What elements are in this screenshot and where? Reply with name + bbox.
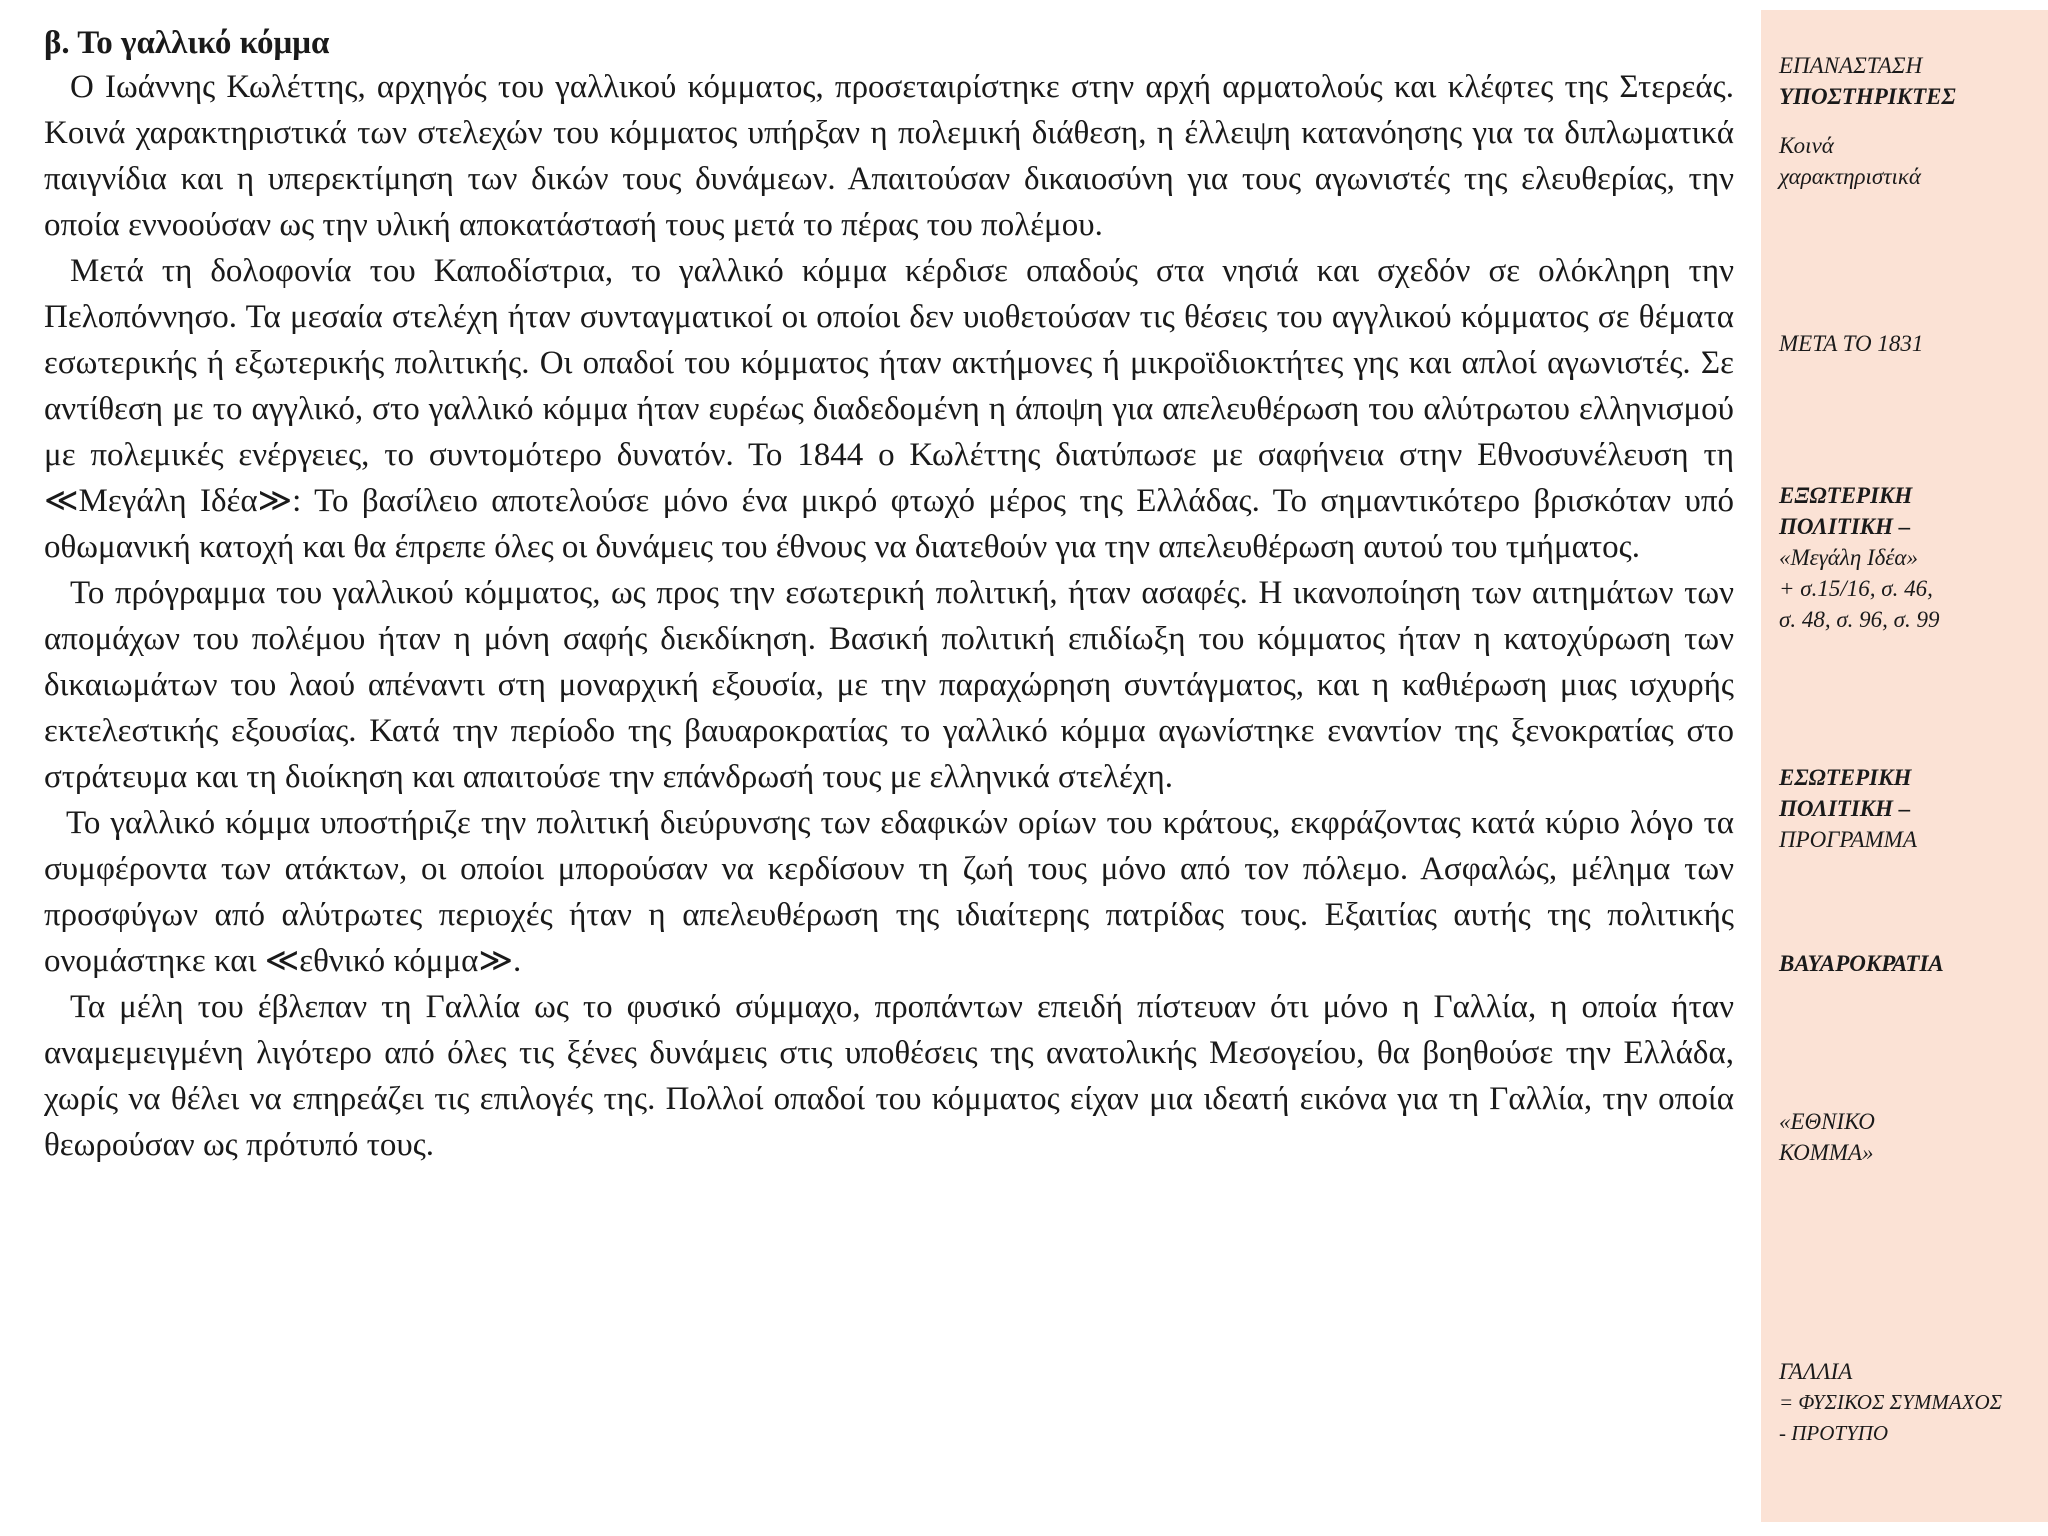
- main-text-column: [44, 22, 1734, 1168]
- margin-note-after-1831: ΜΕΤΑ ΤΟ 1831: [1779, 331, 1924, 356]
- margin-note-supporters: ΕΠΑΝΑΣΤΑΣΗ ΥΠΟΣΤΗΡΙΚΤΕΣ Κοινά χαρακτηριστικά: [1779, 53, 1956, 189]
- margin-notes-sidebar: [1761, 10, 2048, 1522]
- margin-note-bavarian-rule: ΒΑΥΑΡΟΚΡΑΤΙΑ: [1779, 951, 1944, 976]
- paragraph-national-party: Το γαλλικό κόμμα υποστήριζε την πολιτική διεύρυνσης των εδαφικών ορίων του κράτους, εκφράζοντας κατά κύριο λόγο τα συμφέροντα των ατάκτων, οι οποίοι μπορούσαν να κερδίσουν τη ζωή τους μόνο από τον πόλεμο. Ασφαλώς, μέλημα των προσφύγων από αλύτρωτες περιοχές ήταν η απελευθέρωση της ιδιαίτερης πατρίδας τους. Εξαιτίας αυτής της πολιτικής ονομάστηκε και ≪εθνικό κόμμα≫.: [44, 805, 1734, 979]
- section-heading: β. Το γαλλικό κόμμα: [44, 25, 330, 61]
- paragraph-france-ally: Τα μέλη του έβλεπαν τη Γαλλία ως το φυσικό σύμμαχο, προπάντων επειδή πίστευαν ότι μόνο η Γαλλία, η οποία ήταν αναμεμειγμένη λιγότερο από όλες τις ξένες δυνάμεις στις υποθέσεις της ανατολικής Μεσογείου, θα βοηθούσε την Ελλάδα, χωρίς να θέλει να επηρεάζει τις επιλογές της. Πολλοί οπαδοί του κόμματος είχαν μια ιδεατή εικόνα για τη Γαλλία, την οποία θεωρούσαν ως πρότυπό τους.: [44, 989, 1734, 1163]
- paragraph-after-kapodistrias: Μετά τη δολοφονία του Καποδίστρια, το γαλλικό κόμμα κέρδισε οπαδούς στα νησιά και σχεδόν σε ολόκληρη την Πελοπόννησο. Τα μεσαία στελέχη ήταν συνταγματικοί οι οποίοι δεν υιοθετούσαν τις θέσεις του αγγλικού κόμματος σε θέματα εσωτερικής ή εξωτερικής πολιτικής. Οι οπαδοί του κόμματος ήταν ακτήμονες ή μικροϊδιοκτήτες γης και απλοί αγωνιστές. Σε αντίθεση με το αγγλικό, στο γαλλικό κόμμα ήταν ευρέως διαδεδομένη η άποψη για απελευθέρωση του αλύτρωτου ελληνισμού με πολεμικές ενέργειες, το συντομότερο δυνατόν. Το 1844 ο Κωλέττης διατύπωσε με σαφήνεια στην Εθνοσυνέλευση τη ≪Μεγάλη Ιδέα≫: Το βασίλειο αποτελούσε μόνο ένα μικρό φτωχό μέρος της Ελλάδας. Το σημαντικότερο βρισκόταν υπό οθωμανική κατοχή και θα έπρεπε όλες οι δυνάμεις του έθνους να διατεθούν για την απελευθέρωση αυτού του τμήματος.: [44, 253, 1734, 565]
- margin-note-internal-policy: ΕΣΩΤΕΡΙΚΗ ΠΟΛΙΤΙΚΗ – ΠΡΟΓΡΑΜΜΑ: [1779, 765, 1917, 852]
- margin-note-national-party: «ΕΘΝΙΚΟ ΚΟΜΜΑ»: [1779, 1109, 1875, 1165]
- margin-note-foreign-policy: ΕΞΩΤΕΡΙΚΗ ΠΟΛΙΤΙΚΗ – «Μεγάλη Ιδέα» + σ.15/16, σ. 46, σ. 48, σ. 96, σ. 99: [1779, 483, 1940, 632]
- paragraph-kolettis-leader: Ο Ιωάννης Κωλέττης, αρχηγός του γαλλικού κόμματος, προσεταιρίστηκε στην αρχή αρματολούς και κλέφτες της Στερεάς. Κοινά χαρακτηριστικά των στελεχών του κόμματος υπήρξαν η πολεμική διάθεση, η έλλειψη κατανόησης για τα διπλωματικά παιγνίδια και η υπερεκτίμηση των δικών τους δυνάμεων. Απαιτούσαν δικαιοσύνη για τους αγωνιστές της ελευθερίας, την οποία εννοούσαν ως την υλική αποκατάστασή τους μετά το πέρας του πολέμου.: [44, 69, 1734, 243]
- margin-note-france-ally: ΓΑΛΛΙΑ = ΦΥΣΙΚΟΣ ΣΥΜΜΑΧΟΣ - ΠΡΟΤΥΠΟ: [1779, 1359, 2003, 1445]
- paragraph-internal-program: Το πρόγραμμα του γαλλικού κόμματος, ως προς την εσωτερική πολιτική, ήταν ασαφές. Η ικανοποίηση των αιτημάτων των απομάχων του πολέμου ήταν η μόνη σαφής διεκδίκηση. Βασική πολιτική επιδίωξη του κόμματος ήταν η κατοχύρωση των δικαιωμάτων του λαού απέναντι στη μοναρχική εξουσία, με την παραχώρηση συντάγματος, και η καθιέρωση μιας ισχυρής εκτελεστικής εξουσίας. Κατά την περίοδο της βαυαροκρατίας το γαλλικό κόμμα αγωνίστηκε εναντίον της ξενοκρατίας στο στράτευμα και τη διοίκηση και απαιτούσε την επάνδρωσή τους με ελληνικά στελέχη.: [44, 575, 1734, 795]
